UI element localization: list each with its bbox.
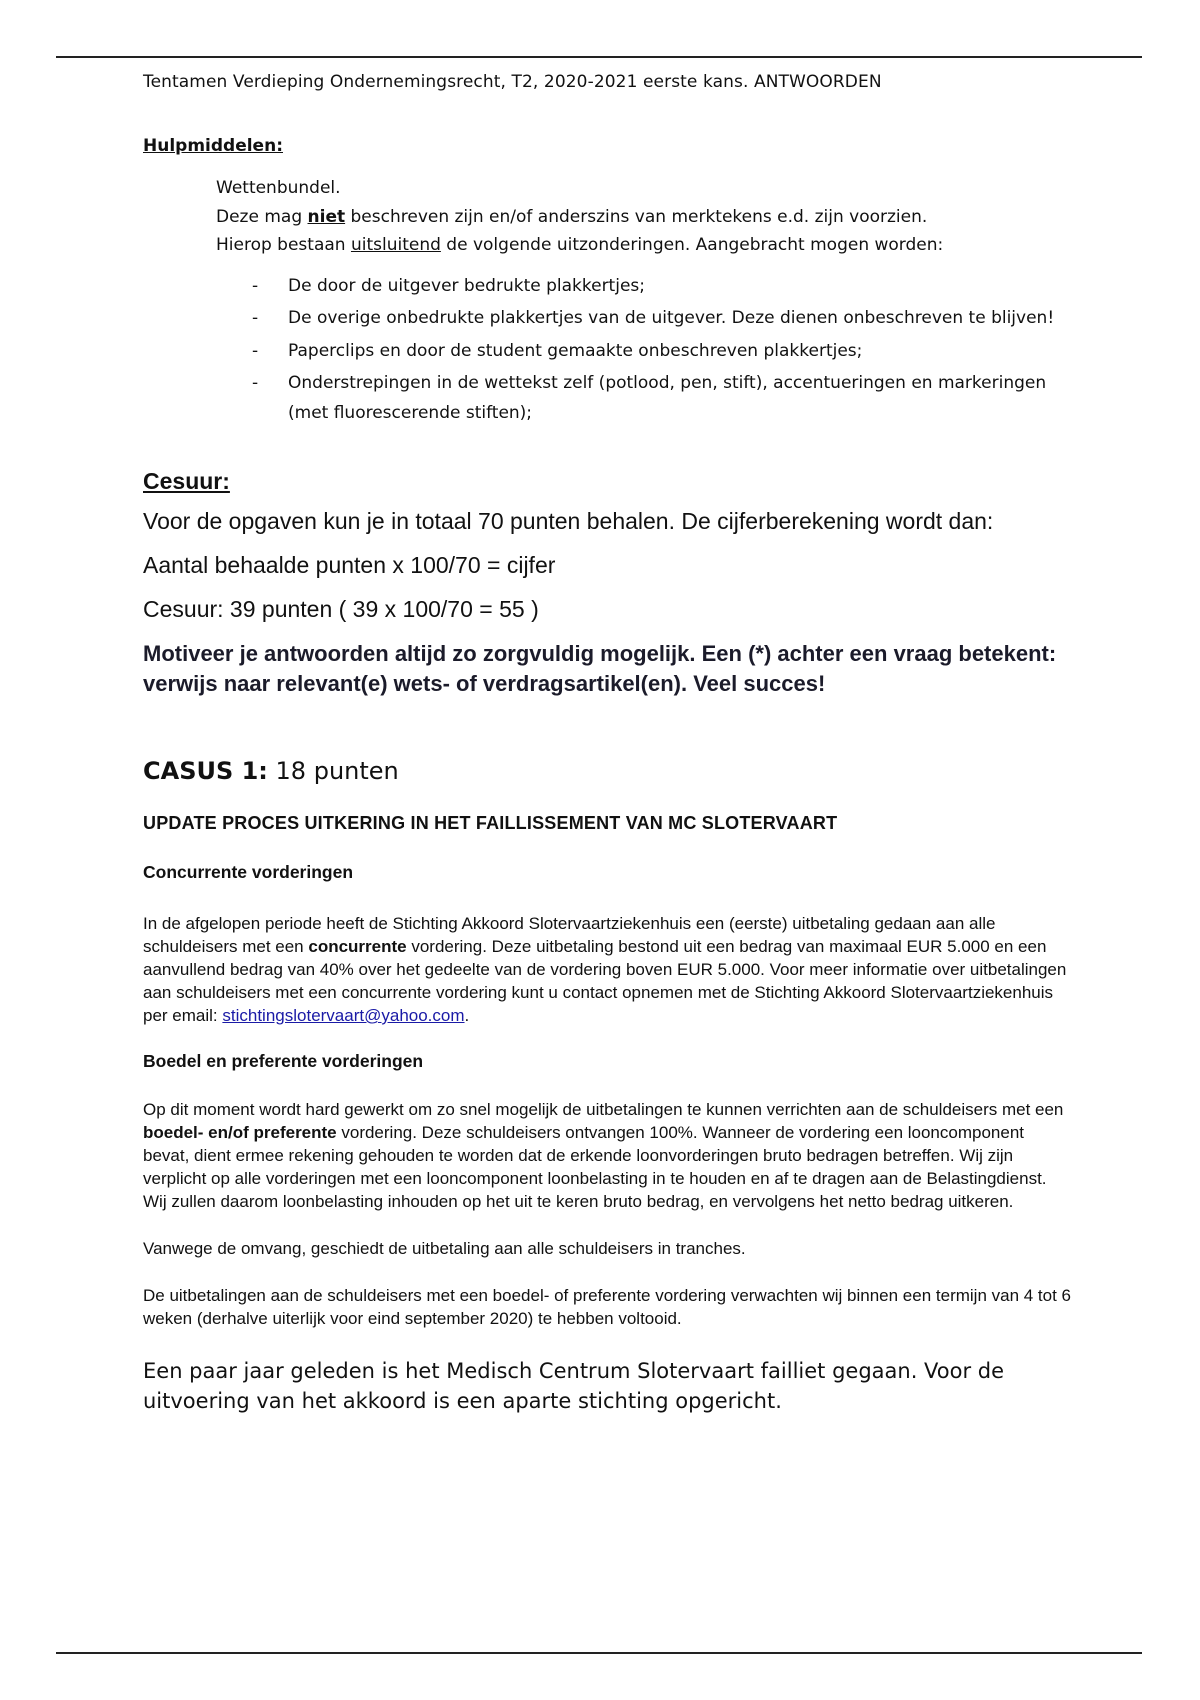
motiveer-text: Motiveer je antwoorden altijd zo zorgvuldig mogelijk. Een (*) achter een vraag betekent: verwijs naar relevant(e) wets- of verdragsartikel(en). Veel succes! bbox=[143, 641, 1057, 696]
line2-bold: niet bbox=[307, 206, 346, 227]
hulpmiddelen-title: Hulpmiddelen: bbox=[143, 136, 283, 156]
list-item-text: Onderstrepingen in de wettekst zelf (potlood, pen, stift), accentueringen en markeringen (met fluorescerende stiften); bbox=[288, 373, 1047, 423]
email-link[interactable]: stichtingslotervaart@yahoo.com bbox=[222, 1006, 465, 1025]
boedel-title: Boedel en preferente vorderingen bbox=[143, 1051, 424, 1071]
cesuur-title: Cesuur: bbox=[143, 468, 230, 494]
hulpmiddelen-line-2 bbox=[216, 203, 1073, 232]
concurrent-paragraph bbox=[143, 912, 1073, 1027]
line3-underline: uitsluitend bbox=[350, 235, 441, 255]
document-header: Tentamen Verdieping Ondernemingsrecht, T2, 2020-2021 eerste kans. ANTWOORDEN bbox=[143, 72, 882, 92]
bottom-rule bbox=[56, 1652, 1142, 1654]
list-item bbox=[216, 337, 1073, 367]
boedel-post: vordering. Deze schuldeisers ontvangen 100%. Wanneer de vordering een looncomponent bevat, dient ermee rekening gehouden te worden dat de erkende loonvorderingen bruto bedragen betreffen. Wij zijn verplicht op alle vorderingen met een looncomponent loonbelasting in te houden en af te dragen aan de Belastingdienst. Wij zullen daarom loonbelasting inhouden op het uit te keren bruto bedrag, en vervolgens het netto bedrag uitkeren. bbox=[143, 1123, 1047, 1211]
list-dash: - bbox=[252, 308, 259, 328]
casus-heading bbox=[143, 757, 1073, 785]
line3-post: de volgende uitzonderingen. Aangebracht mogen worden: bbox=[440, 235, 944, 255]
top-rule bbox=[56, 56, 1142, 58]
list-item bbox=[216, 304, 1073, 334]
closing-paragraph: Een paar jaar geleden is het Medisch Centrum Slotervaart failliet gegaan. Voor de uitvoering van het akkoord is een aparte stichting opgericht. bbox=[143, 1359, 1005, 1413]
line2-post: beschreven zijn en/of anderszins van merktekens e.d. zijn voorzien. bbox=[345, 206, 928, 227]
exceptions-list bbox=[216, 272, 1073, 429]
concurrent-pre: In de afgelopen periode heeft de Stichting Akkoord Slotervaartziekenhuis een (eerste) uitbetaling gedaan aan alle schuldeisers met een bbox=[143, 914, 996, 956]
list-item bbox=[216, 272, 1073, 302]
concurrent-bold: concurrente bbox=[308, 937, 407, 956]
boedel-bold: boedel- en/of preferente bbox=[143, 1123, 337, 1142]
cesuur-line-3: Cesuur: 39 punten ( 39 x 100/70 = 55 ) bbox=[143, 596, 539, 622]
concurrent-post: vordering. Deze uitbetaling bestond uit een bedrag van maximaal EUR 5.000 en een aanvullend bedrag van 40% over het gedeelte van de vordering boven EUR 5.000. Voor meer informatie over uitbetalingen aan schuldeisers met een concurrente vordering kunt u contact opnemen met de Stichting Akkoord Slotervaartziekenhuis per email: bbox=[143, 937, 1067, 1025]
hulpmiddelen-line-3 bbox=[216, 231, 1073, 260]
cesuur-line-2: Aantal behaalde punten x 100/70 = cijfer bbox=[143, 552, 556, 578]
cesuur-line-1: Voor de opgaven kun je in totaal 70 punten behalen. De cijferberekening wordt dan: bbox=[143, 508, 994, 534]
casus-label: CASUS 1: bbox=[143, 757, 268, 785]
update-title: UPDATE PROCES UITKERING IN HET FAILLISSEMENT VAN MC SLOTERVAART bbox=[143, 813, 838, 833]
list-item-text: De overige onbedrukte plakkertjes van de uitgever. Deze dienen onbeschreven te blijven! bbox=[288, 308, 1055, 328]
document-page bbox=[143, 72, 1073, 1416]
hulpmiddelen-line-1: Wettenbundel. bbox=[216, 178, 341, 198]
list-item bbox=[216, 369, 1073, 428]
list-dash: - bbox=[252, 275, 259, 296]
termijn-paragraph: De uitbetalingen aan de schuldeisers met een boedel- of preferente vordering verwachten wij binnen een termijn van 4 tot 6 weken (derhalve uiterlijk voor eind september 2020) te hebben voltooid. bbox=[143, 1286, 1072, 1328]
boedel-paragraph bbox=[143, 1098, 1073, 1213]
list-item-text: De door de uitgever bedrukte plakkertjes; bbox=[288, 275, 645, 296]
casus-points: 18 punten bbox=[267, 757, 399, 785]
list-dash: - bbox=[252, 373, 259, 393]
list-item-text: Paperclips en door de student gemaakte onbeschreven plakkertjes; bbox=[288, 340, 863, 361]
concurrent-end: . bbox=[464, 1006, 470, 1025]
list-dash: - bbox=[252, 340, 259, 361]
tranches-paragraph: Vanwege de omvang, geschiedt de uitbetaling aan alle schuldeisers in tranches. bbox=[143, 1239, 746, 1258]
concurrent-title: Concurrente vorderingen bbox=[143, 862, 354, 882]
line2-pre: Deze mag bbox=[216, 206, 308, 227]
boedel-pre: Op dit moment wordt hard gewerkt om zo snel mogelijk de uitbetalingen te kunnen verrichten aan de schuldeisers met een bbox=[143, 1100, 1064, 1119]
hulpmiddelen-block bbox=[216, 174, 1073, 428]
line3-pre: Hierop bestaan bbox=[216, 235, 351, 255]
